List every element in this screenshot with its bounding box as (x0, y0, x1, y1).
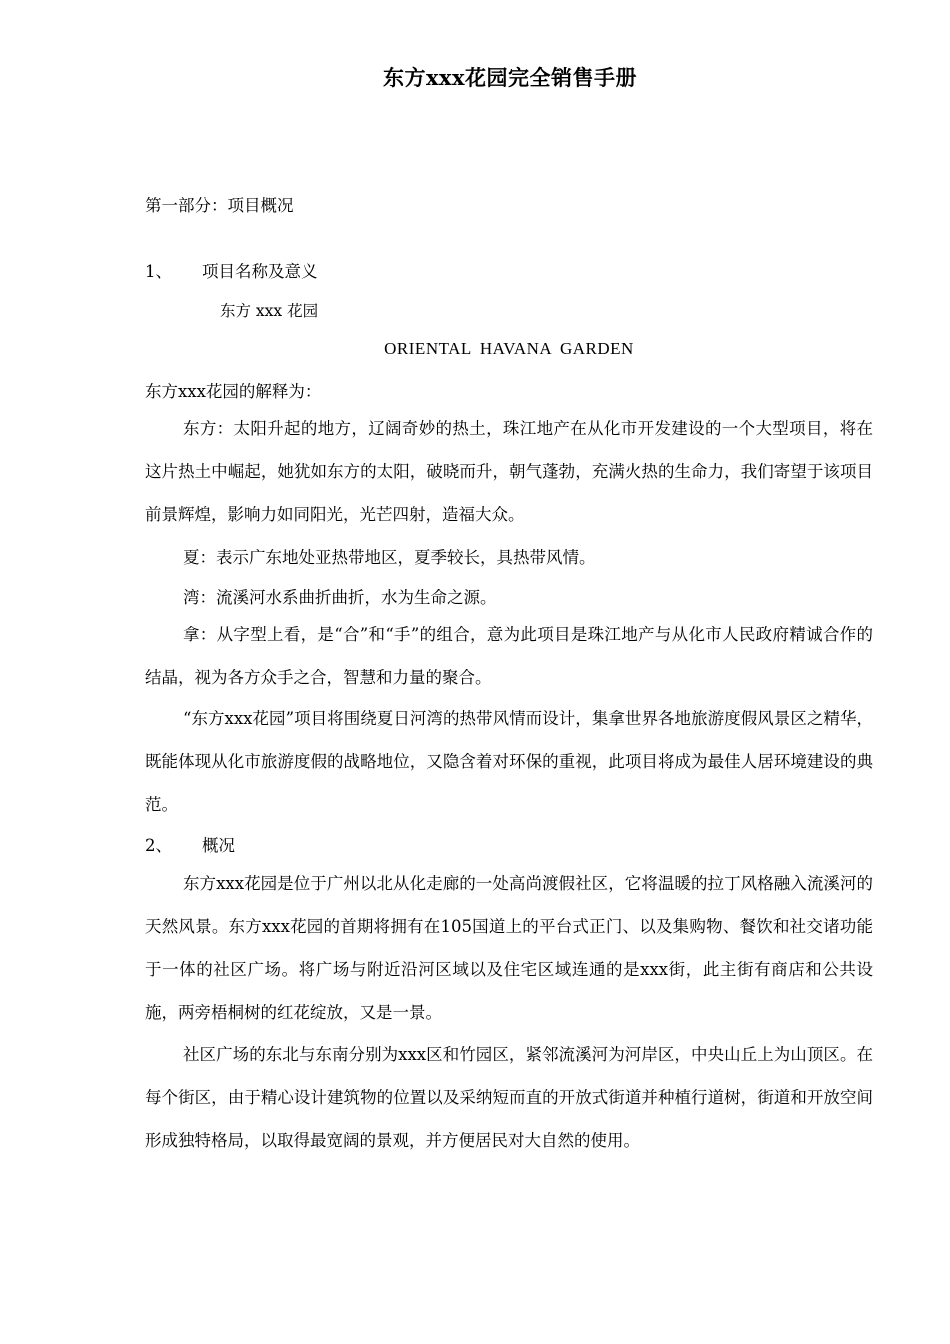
section-1-number: 1、 (145, 262, 172, 281)
project-name-en: ORIENTAL HAVANA GARDEN (384, 339, 634, 358)
explanation-intro: 东方xxx花园的解释为： (145, 382, 322, 401)
part-heading: 第一部分：项目概况 (145, 196, 294, 215)
project-name-cn: 东方 xxx 花园 (220, 302, 319, 320)
document-title: 东方xxx花园完全销售手册 (382, 65, 638, 90)
paragraph-dongfang: 东方：太阳升起的地方，辽阔奇妙的热土，珠江地产在从化市开发建设的一个大型项目，将在这片热土中崛起，她犹如东方的太阳，破晓而升，朝气蓬勃，充满火热的生命力，我们寄望于该项目前景辉煌，影响力如同阳光，光芒四射，造福大众。 (145, 419, 873, 524)
paragraph-xia: 夏：表示广东地处亚热带地区，夏季较长，具热带风情。 (183, 548, 596, 567)
section-1-heading (145, 258, 318, 282)
section-2-heading (145, 832, 235, 856)
paragraph-overview-2: 社区广场的东北与东南分别为xxx区和竹园区，紧邻流溪河为河岸区，中央山丘上为山顶区。在每个街区，由于精心设计建筑物的位置以及采纳短而直的开放式街道并种植行道树，街道和开放空间形成独特格局，以取得最宽阔的景观，并方便居民对大自然的使用。 (145, 1045, 873, 1150)
section-1-title: 项目名称及意义 (202, 262, 318, 281)
paragraph-overview-1: 东方xxx花园是位于广州以北从化走廊的一处高尚渡假社区，它将温暖的拉丁风格融入流溪河的天然风景。东方xxx花园的首期将拥有在105国道上的平台式正门、以及集购物、餐饮和社交诸功能于一体的社区广场。将广场与附近沿河区域以及住宅区域连通的是xxx街，此主街有商店和公共设施，两旁梧桐树的红花绽放，又是一景。 (145, 874, 873, 1022)
paragraph-na: 拿：从字型上看，是“合”和“手”的组合，意为此项目是珠江地产与从化市人民政府精诚合作的结晶，视为各方众手之合，智慧和力量的聚合。 (145, 625, 873, 687)
paragraph-project-design: “东方xxx花园”项目将围绕夏日河湾的热带风情而设计，集拿世界各地旅游度假风景区之精华，既能体现从化市旅游度假的战略地位，又隐含着对环保的重视，此项目将成为最佳人居环境建设的典范。 (145, 709, 873, 814)
section-2-number: 2、 (145, 836, 172, 855)
section-2-title: 概况 (202, 836, 235, 855)
paragraph-wan: 湾：流溪河水系曲折曲折，水为生命之源。 (183, 588, 497, 607)
